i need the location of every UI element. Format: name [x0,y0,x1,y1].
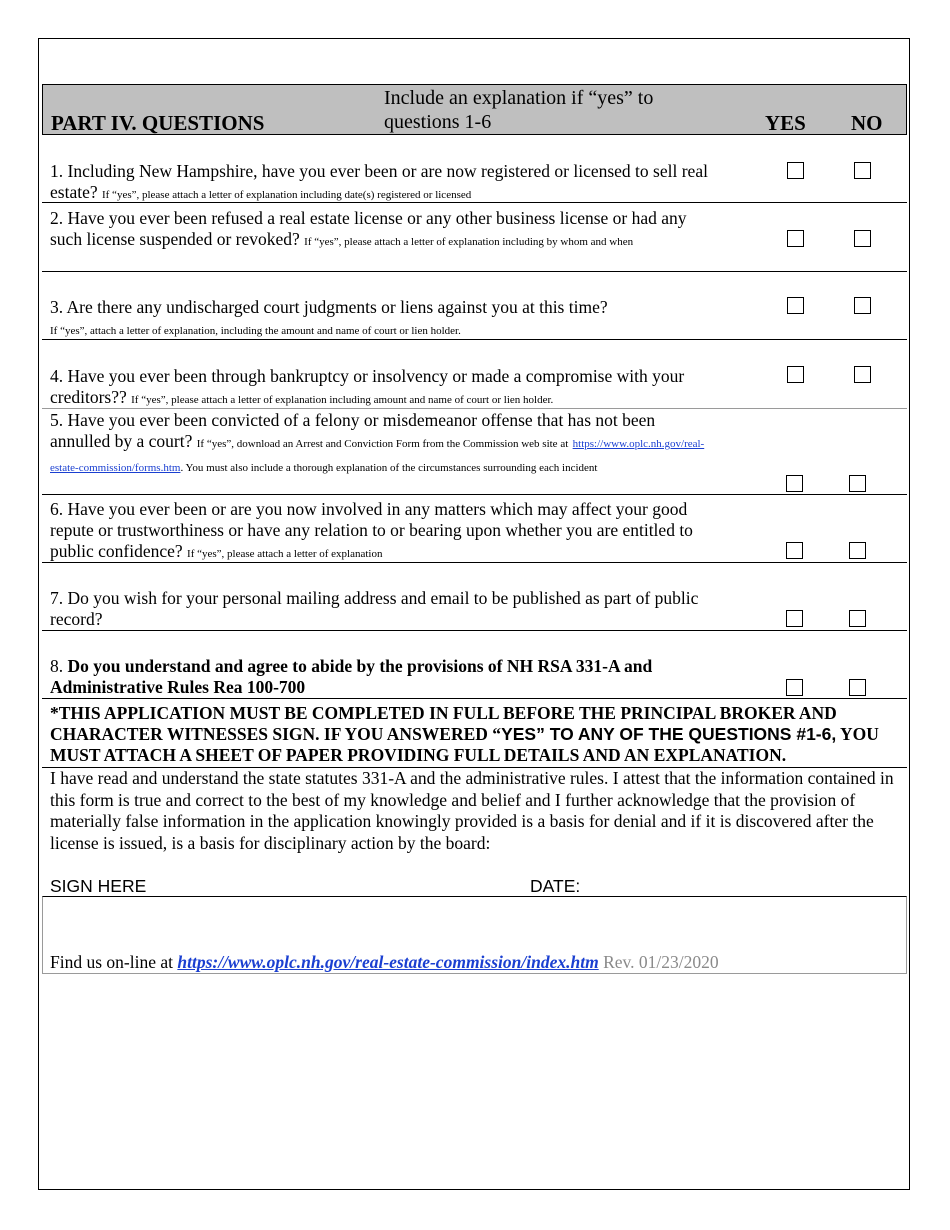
question-row-3 [42,272,907,340]
question-8-number: 8. [50,656,64,676]
header-instruction: Include an explanation if “yes” to questions 1-6 [384,87,654,133]
question-5-note: If “yes”, download an Arrest and Conviction Form from the Commission web site at [196,438,569,450]
question-5-yes-checkbox[interactable] [786,475,803,492]
question-row-1 [42,136,907,203]
question-6-note: If “yes”, please attach a letter of explanation [187,548,383,560]
question-2-note: If “yes”, please attach a letter of explanation including by whom and when [304,236,634,248]
forms-link[interactable]: https://www.oplc.nh.gov/real-estate-commission/forms.htm [50,438,705,474]
question-4-no-checkbox[interactable] [854,366,871,383]
question-row-8 [42,631,907,699]
no-column-label: NO [851,111,883,135]
attestation-text: I have read and understand the state statutes 331-A and the administrative rules. I attest that the information contained in this form is true and correct to the best of my knowledge and belief and I further acknowledge that the provision of materially false information in the application knowingly provided is a basis for denial and if it is discovered after the license is issued, is a basis for disciplinary action by the board: [50,768,894,853]
question-4-yes-checkbox[interactable] [787,366,804,383]
sign-here-label: SIGN HERE [50,876,147,896]
question-3-text: Are there any undischarged court judgments or liens against you at this time? [66,297,608,317]
question-2-no-checkbox[interactable] [854,230,871,247]
notice-part-3: YOU MUST ATTACH A SHEET OF PAPER PROVIDING FULL DETAILS AND AN EXPLANATION. [50,724,879,765]
footer-prefix: Find us on-line at [50,952,178,972]
question-5-number: 5. [50,410,64,430]
question-7-number: 7. [50,588,64,608]
question-1-text: Including New Hampshire, have you ever been or are now registered or licensed to sell real estate? [50,161,708,202]
question-7-text: Do you wish for your personal mailing address and email to be published as part of public record? [50,588,699,629]
question-1-yes-checkbox[interactable] [787,162,804,179]
date-label: DATE: [530,876,581,896]
revision-date: Rev. 01/23/2020 [598,952,719,972]
question-5 [50,410,710,479]
question-row-4 [42,340,907,408]
question-3-number: 3. [50,297,64,317]
questions-header [42,84,907,135]
question-8-no-checkbox[interactable] [849,679,866,696]
question-row-6 [42,495,907,563]
question-3-no-checkbox[interactable] [854,297,871,314]
part-title: PART IV. QUESTIONS [51,111,265,135]
question-4-note: If “yes”, please attach a letter of explanation including amount and name of court or lien holder. [131,394,554,406]
question-7 [50,588,710,630]
question-3-yes-checkbox[interactable] [787,297,804,314]
question-5-note-2: . You must also include a thorough explanation of the circumstances surrounding each incident [180,462,598,474]
question-6 [50,499,710,562]
question-3 [50,297,710,339]
question-1 [50,161,710,203]
question-2-yes-checkbox[interactable] [787,230,804,247]
footer [50,952,719,973]
question-6-text: Have you ever been or are you now involved in any matters which may affect your good repute or trustworthiness or have any relation to or bearing upon whether you are entitled to public confidence? [50,499,693,561]
question-row-2 [42,203,907,272]
question-4 [50,366,710,408]
question-row-7 [42,563,907,631]
question-8 [50,656,710,698]
completion-notice [50,703,910,766]
question-row-5 [42,408,907,495]
yes-column-label: YES [765,111,806,135]
question-8-text: Do you understand and agree to abide by the provisions of NH RSA 331-A and Administrative Rules Rea 100-700 [50,656,653,697]
question-6-no-checkbox[interactable] [849,542,866,559]
commission-website-link[interactable]: https://www.oplc.nh.gov/real-estate-commission/index.htm [177,952,599,972]
notice-part-2: YES” TO ANY OF THE QUESTIONS #1-6, [501,724,837,744]
question-6-yes-checkbox[interactable] [786,542,803,559]
question-7-yes-checkbox[interactable] [786,610,803,627]
question-4-number: 4. [50,366,64,386]
question-1-note: If “yes”, please attach a letter of explanation including date(s) registered or licensed [101,189,472,201]
question-6-number: 6. [50,499,64,519]
notice-part-1: *THIS APPLICATION MUST BE COMPLETED IN FULL BEFORE THE PRINCIPAL BROKER AND CHARACTER WITNESSES SIGN. IF YOU ANSWERED “ [50,703,837,744]
question-8-yes-checkbox[interactable] [786,679,803,696]
question-1-no-checkbox[interactable] [854,162,871,179]
question-2 [50,208,710,250]
question-7-no-checkbox[interactable] [849,610,866,627]
question-5-text: Have you ever been convicted of a felony or misdemeanor offense that has not been annulled by a court? [50,410,656,451]
question-4-text: Have you ever been through bankruptcy or insolvency or made a compromise with your creditors?? [50,366,685,407]
question-2-number: 2. [50,208,64,228]
question-1-number: 1. [50,161,64,181]
question-2-text: Have you ever been refused a real estate license or any other business license or had any such license suspended or revoked? [50,208,687,249]
question-3-note: If “yes”, attach a letter of explanation, including the amount and name of court or lien holder. [50,325,461,337]
question-5-no-checkbox[interactable] [849,475,866,492]
